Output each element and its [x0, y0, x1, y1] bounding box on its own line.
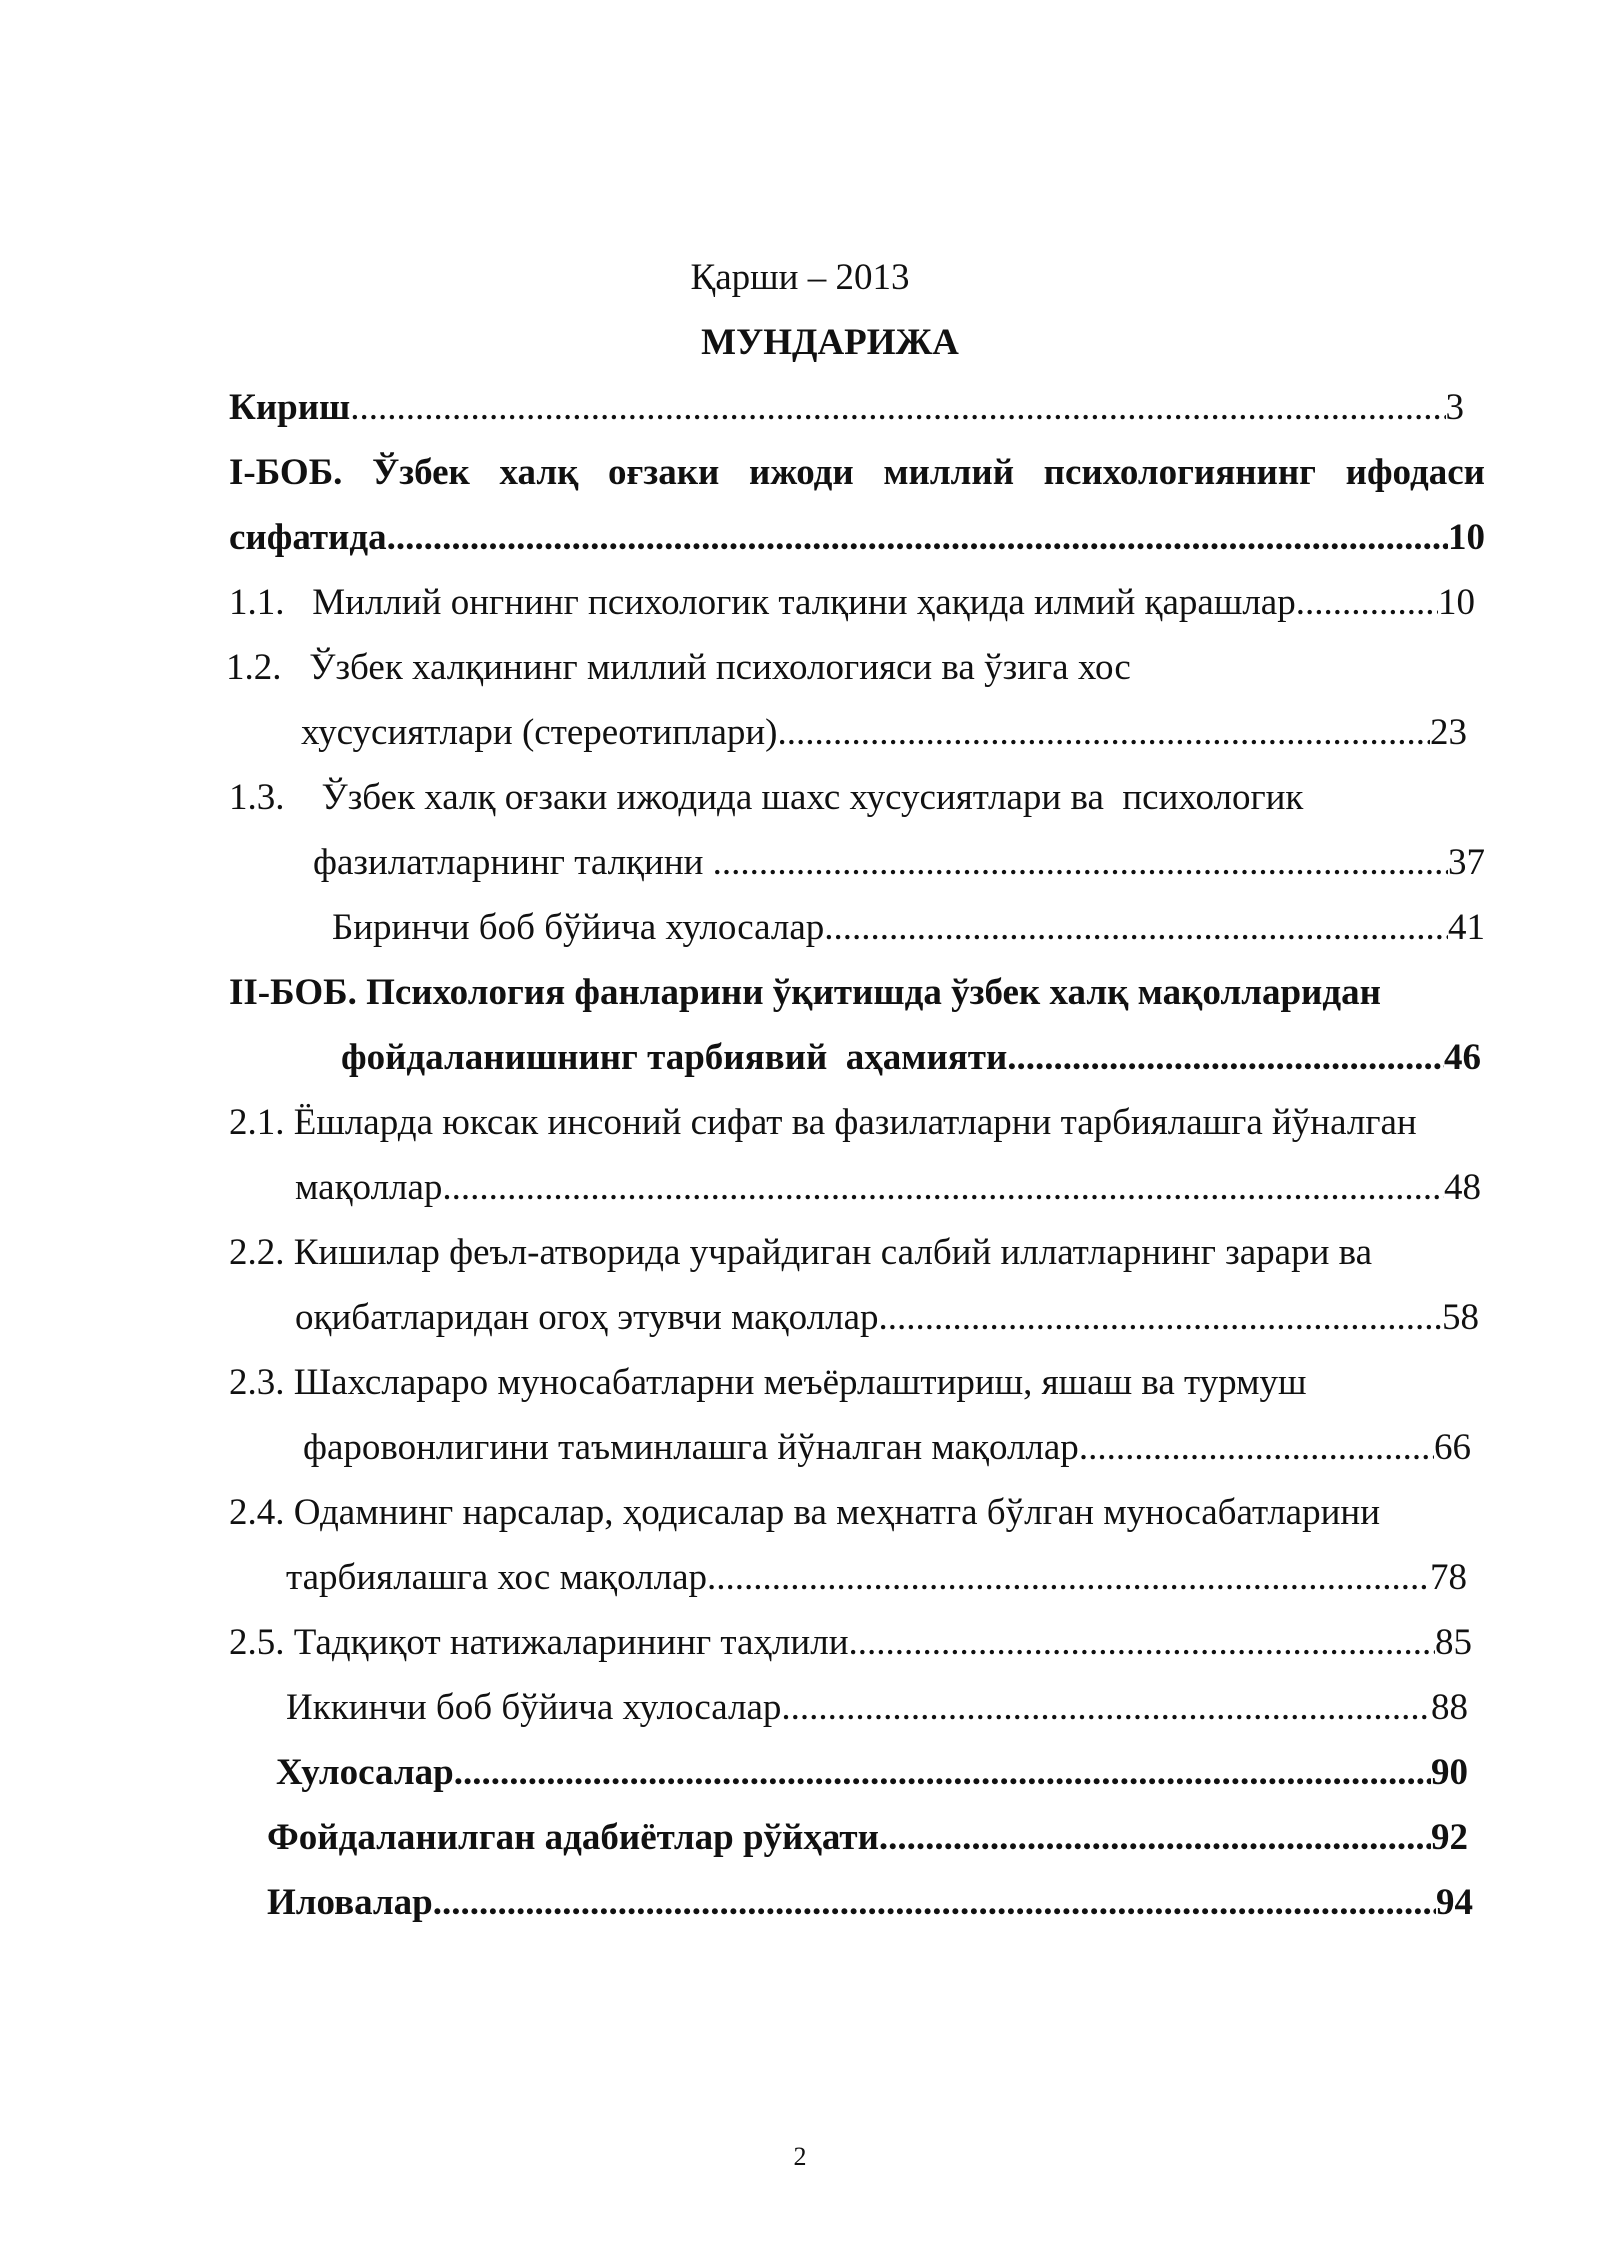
toc-entry-ch1 [229, 516, 1485, 560]
toc-entry-2-2-line1 [229, 1231, 1372, 1275]
toc-page: 58 [1442, 1297, 1479, 1338]
toc-entry-2-2 [295, 1296, 1479, 1340]
toc-entry-1-2 [301, 711, 1467, 755]
toc-entry-2-4-line1 [229, 1491, 1380, 1535]
leader-dots [778, 711, 1430, 755]
toc-entry-ch2-line1 [229, 971, 1381, 1015]
toc-label: оқибатларидан огоҳ этувчи мақоллар [295, 1297, 879, 1338]
leader-dots [879, 1816, 1431, 1860]
toc-entry-references [267, 1816, 1468, 1860]
toc-label: 2.1. Ёшларда юксак инсоний сифат ва фазилатларни тарбиялашга йўналган [229, 1102, 1417, 1143]
toc-entry-ch1-conclusion [332, 906, 1485, 950]
toc-page: 92 [1431, 1817, 1468, 1858]
page-title: МУНДАРИЖА [701, 322, 959, 363]
toc-label: фаровонлигини таъминлашга йўналган мақоллар [303, 1427, 1079, 1468]
leader-dots [442, 1166, 1444, 1210]
toc-entry-1-2-line1 [226, 646, 1131, 690]
leader-dots [1007, 1036, 1444, 1080]
leader-dots [849, 1621, 1436, 1665]
toc-page: 3 [1445, 387, 1464, 428]
toc-page: 94 [1436, 1882, 1473, 1923]
heading-word: ифодаси [1345, 452, 1485, 493]
heading-word: халқ [499, 452, 579, 493]
leader-dots [713, 841, 1448, 885]
leader-dots [387, 516, 1448, 560]
heading-word: оғзаки [608, 452, 720, 493]
toc-label: 1.1. Миллий онгнинг психологик талқини ҳақида илмий қарашлар [229, 582, 1296, 623]
toc-label: Кириш [229, 387, 351, 428]
toc-page: 48 [1444, 1167, 1481, 1208]
toc-label: 1.2. Ўзбек халқининг миллий психологияси ва ўзига хос [226, 647, 1131, 688]
toc-label: 1.3. Ўзбек халқ оғзаки ижодида шахс хусусиятлари ва психологик [229, 777, 1304, 818]
page-number: 2 [793, 2142, 807, 2171]
toc-entry-2-3 [303, 1426, 1471, 1470]
toc-entry-conclusions [276, 1751, 1468, 1795]
toc-label: Биринчи боб бўйича хулосалар [332, 907, 825, 948]
toc-entry-ch2 [341, 1036, 1481, 1080]
toc-label: Иловалар [267, 1882, 433, 1923]
toc-label: фазилатларнинг талқини [313, 842, 713, 883]
toc-entry-1-3-line1 [229, 776, 1303, 820]
leader-dots [824, 906, 1448, 950]
toc-page: 88 [1431, 1687, 1468, 1728]
toc-entry-2-1 [295, 1166, 1481, 1210]
heading-word: миллий [883, 452, 1015, 493]
toc-page: 10 [1438, 582, 1475, 623]
toc-entry-2-1-line1 [229, 1101, 1417, 1145]
heading-word: Ўзбек [372, 452, 470, 493]
toc-entry-2-5 [229, 1621, 1472, 1665]
city-year: Қарши – 2013 [690, 257, 910, 298]
toc-entry-1-1 [229, 581, 1475, 625]
toc-label: 2.3. Шахслараро муносабатларни меъёрлаштириш, яшаш ва турмуш [229, 1362, 1307, 1403]
toc-label: мақоллар [295, 1167, 443, 1208]
toc-page: 41 [1448, 907, 1485, 948]
leader-dots [781, 1686, 1431, 1730]
toc-page: 90 [1431, 1752, 1468, 1793]
leader-dots [879, 1296, 1442, 1340]
heading-word: ижоди [749, 452, 854, 493]
toc-label: 2.2. Кишилар феъл-атворида учрайдиган салбий иллатларнинг зарари ва [229, 1232, 1373, 1273]
toc-label: 2.4. Одамнинг нарсалар, ҳодисалар ва меҳнатга бўлган муносабатларини [229, 1492, 1380, 1533]
toc-label: Иккинчи боб бўйича хулосалар [286, 1687, 782, 1728]
leader-dots [1296, 581, 1438, 625]
toc-entry-1-3 [313, 841, 1485, 885]
leader-dots [454, 1751, 1431, 1795]
leader-dots [350, 386, 1445, 430]
leader-dots [1079, 1426, 1434, 1470]
toc-page: 85 [1435, 1622, 1472, 1663]
toc-label: II-БОБ. Психология фанларини ўқитишда ўзбек халқ мақолларидан [229, 972, 1381, 1013]
toc-label: Хулосалар [276, 1752, 454, 1793]
toc-label: Фойдаланилган адабиётлар рўйҳати [267, 1817, 879, 1858]
toc-label: фойдаланишнинг тарбиявий аҳамияти [341, 1037, 1008, 1078]
toc-entry-2-4 [286, 1556, 1467, 1600]
toc-entry-appendices [267, 1881, 1473, 1925]
toc-page: 78 [1430, 1557, 1467, 1598]
toc-label: тарбиялашга хос мақоллар [286, 1557, 708, 1598]
toc-entry-2-3-line1 [229, 1361, 1307, 1405]
toc-label: сифатида [229, 517, 387, 558]
heading-word: психологиянинг [1043, 452, 1316, 493]
toc-entry-intro [229, 386, 1464, 430]
toc-page: 10 [1448, 517, 1485, 558]
toc-page: 46 [1444, 1037, 1481, 1078]
toc-entry-ch2-conclusion [286, 1686, 1468, 1730]
toc-page: 23 [1430, 712, 1467, 753]
toc-label: хусусиятлари (стереотиплари) [301, 712, 778, 753]
toc-page: 66 [1434, 1427, 1471, 1468]
leader-dots [433, 1881, 1436, 1925]
leader-dots [707, 1556, 1430, 1600]
heading-word: I-БОБ. [229, 452, 343, 493]
toc-label: 2.5. Тадқиқот натижаларининг таҳлили [229, 1622, 849, 1663]
toc-page: 37 [1448, 842, 1485, 883]
toc-entry-ch1-heading [229, 451, 1485, 495]
